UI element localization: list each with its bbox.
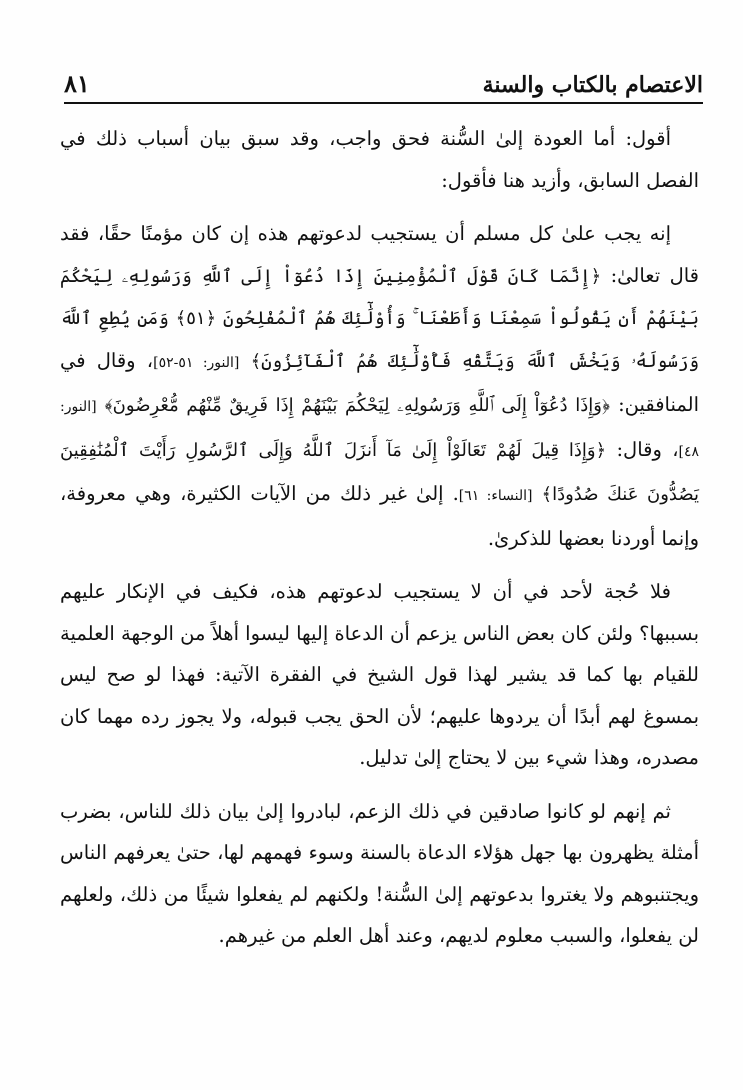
paragraph-text: ، وقال: xyxy=(606,437,679,461)
quran-verse: ﴿إِنَّمَا كَانَ قَوْلَ ٱلْمُؤْمِنِينَ إِذَا دُعُوٓاْ إِلَى ٱللَّهِ وَرَسُولِهِۦ لِيَحْكُمَ بَيْنَهُمْ أَن يَقُولُواْ سَمِعْنَا وَأَطَعْنَا ۚ وَأُوْلَٰٓئِكَ هُمُ ٱلْمُفْلِحُونَ ﴿٥١﴾ وَمَن يُطِعِ ٱللَّهَ وَرَسُولَهُۥ وَيَخْشَ ٱللَّهَ وَيَتَّقْهِ فَأُوْلَٰٓئِكَ هُمُ ٱلْفَآئِزُونَ﴾ xyxy=(60,265,699,372)
paragraph-text: ، وقال في المنافقين: xyxy=(60,348,700,416)
paragraph-text: . إلىٰ غير ذلك من الآيات الكثيرة، وهي معروفة، وإنما أوردنا بعضها للذكرىٰ. xyxy=(60,482,699,550)
paragraph-1 xyxy=(60,118,699,201)
paragraph-3 xyxy=(60,571,699,779)
verse-reference: [النور: ٤٨] xyxy=(60,399,699,460)
quran-verse: ﴿وَإِذَا قِيلَ لَهُمْ تَعَالَوْاْ إِلَىٰ مَآ أَنزَلَ ٱللَّهُ وَإِلَى ٱلرَّسُولِ رَأَيْتَ ٱلْمُنَٰفِقِينَ يَصُدُّونَ عَنكَ صُدُودًا﴾ xyxy=(60,439,699,505)
running-title: الاعتصام بالكتاب والسنة xyxy=(482,72,703,98)
paragraph-text: ثم إنهم لو كانوا صادقين في ذلك الزعم، لبادروا إلىٰ بيان ذلك للناس، بضرب أمثلة يظهرون بها جهل هؤلاء الدعاة بالسنة وسوء فهمهم لها، حتىٰ يعرفهم الناس ويجتنبوهم ولا يغتروا بدعوتهم إلىٰ السُّنة! ولكنهم لم يفعلوا شيئًا من ذلك، ولعلهم لن يفعلوا، والسبب معلوم لديهم، وعند أهل العلم من غيرهم. xyxy=(60,799,699,947)
paragraph-4 xyxy=(60,791,699,957)
paragraph-2 xyxy=(60,213,699,559)
page-body xyxy=(60,118,699,957)
page-number: ٨١ xyxy=(64,69,90,98)
paragraph-text: إنه يجب علىٰ كل مسلم أن يستجيب لدعوتهم هذه إن كان مؤمنًا حقًا، فقد قال تعالىٰ: xyxy=(60,222,699,287)
verse-reference: [النساء: ٦١] xyxy=(458,488,533,504)
paragraph-text: أقول: أما العودة إلىٰ السُّنة فحق واجب، وقد سبق بيان أسباب ذلك في الفصل السابق، وأزيد هنا فأقول: xyxy=(60,127,699,192)
paragraph-text: فلا حُجة لأحد في أن لا يستجيب لدعوتهم هذه، فكيف في الإنكار عليهم بسببها؟ ولئن كان بعض الناس يزعم أن الدعاة إليها ليسوا أهلاً من الوجهة العلمية للقيام بها كما قد يشير لهذا قول الشيخ في الفقرة الآتية: فهذا لو صح ليس بمسوغ لهم أبدًا أن يردوها عليهم؛ لأن الحق يجب قبوله، ولا يجوز رده مهما كان مصدره، وهذا شيء بين لا يحتاج إلىٰ تدليل. xyxy=(60,580,699,769)
page-header xyxy=(64,62,703,98)
quran-verse: ﴿وَإِذَا دُعُوٓاْ إِلَى ٱللَّهِ وَرَسُولِهِۦ لِيَحْكُمَ بَيْنَهُمْ إِذَا فَرِيقٌ مِّنْهُم مُّعْرِضُونَ﴾ xyxy=(104,395,610,416)
verse-reference: [النور: ٥١-٥٢] xyxy=(153,354,240,371)
header-divider xyxy=(64,102,703,104)
